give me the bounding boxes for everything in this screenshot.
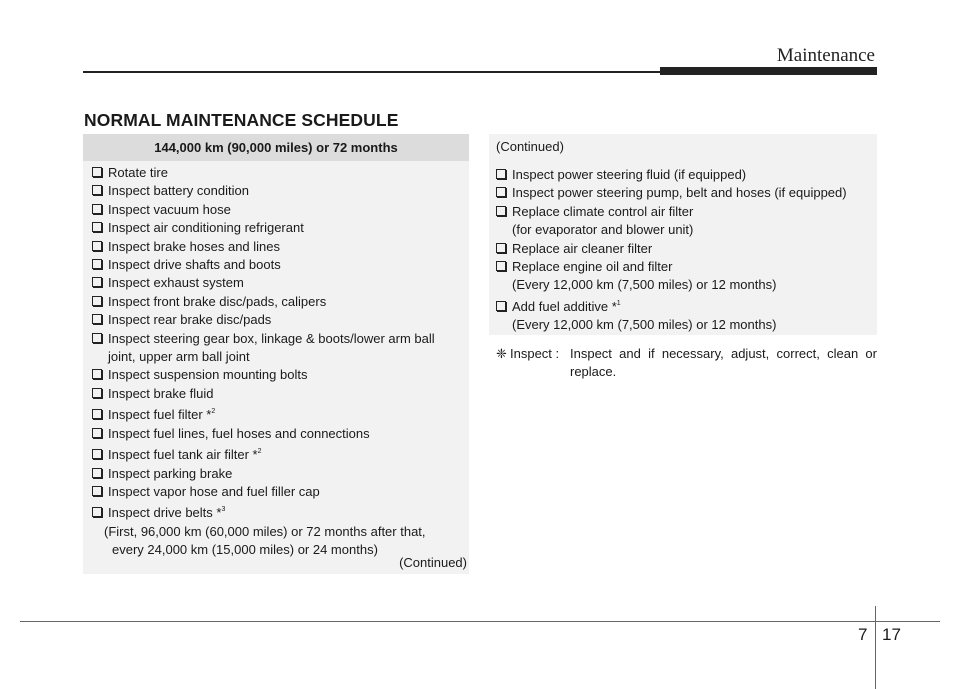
note-text: Inspect and if necessary, adjust, correct, clean or replace. (570, 346, 877, 380)
header-rule-thick (660, 67, 877, 75)
page-number: 17 (882, 625, 901, 644)
continued-label: (Continued) (399, 555, 467, 570)
checkbox-icon (92, 333, 102, 343)
list-item-continuation: (Every 12,000 km (7,500 miles) or 12 months) (512, 317, 777, 333)
list-item: Inspect brake hoses and lines (92, 238, 464, 256)
list-item: Rotate tire (92, 164, 464, 182)
list-item: Inspect power steering fluid (if equipped) (496, 166, 874, 184)
checkbox-icon (92, 167, 102, 177)
list-item-continuation: (First, 96,000 km (60,000 miles) or 72 months after that, (104, 523, 426, 539)
checkbox-icon (92, 314, 102, 324)
checkbox-icon (92, 241, 102, 251)
checkbox-icon (496, 187, 506, 197)
checkbox-icon (92, 277, 102, 287)
list-item: Inspect vacuum hose (92, 201, 464, 219)
list-item: Inspect rear brake disc/pads (92, 311, 464, 329)
footnote-marker: 1 (616, 299, 621, 307)
header-rule-thin (83, 71, 663, 73)
checkbox-icon (92, 428, 102, 438)
list-item: Inspect front brake disc/pads, calipers (92, 293, 464, 311)
footnote-marker: 3 (221, 506, 226, 514)
list-item: Inspect fuel tank air filter *$^2$ (92, 443, 464, 464)
checkbox-icon (496, 206, 506, 216)
note-label: Inspect : (510, 346, 560, 361)
checkbox-icon (496, 261, 506, 271)
list-item: Inspect air conditioning refrigerant (92, 219, 464, 237)
list-item: Inspect power steering pump, belt and hoses (if equipped) (496, 184, 874, 202)
list-item-continuation: joint, upper arm ball joint (108, 349, 250, 365)
list-item: Inspect steering gear box, linkage & boots/lower arm ball (92, 330, 464, 348)
chapter-number: 7 (858, 625, 868, 644)
inspect-note (496, 345, 877, 382)
checkbox-icon (92, 486, 102, 496)
list-item: Inspect battery condition (92, 182, 464, 200)
list-item: Replace climate control air filter (496, 203, 874, 221)
checkbox-icon (92, 222, 102, 232)
list-item: Replace engine oil and filter (496, 258, 874, 276)
list-item: Inspect drive belts *$^3$ (92, 501, 464, 522)
list-item: Inspect exhaust system (92, 274, 464, 292)
checkbox-icon (496, 301, 506, 311)
list-item: Inspect vapor hose and fuel filler cap (92, 483, 464, 501)
checkbox-icon (92, 449, 102, 459)
checkbox-icon (92, 296, 102, 306)
checklist-right (496, 138, 874, 335)
note-symbol-icon: ❈ (496, 346, 507, 361)
checkbox-icon (92, 204, 102, 214)
footer-rule (20, 621, 940, 622)
checkbox-icon (92, 507, 102, 517)
list-item: Inspect parking brake (92, 465, 464, 483)
list-item-continuation: (Every 12,000 km (7,500 miles) or 12 months) (512, 277, 777, 293)
list-item: Add fuel additive *$^1$ (496, 295, 874, 316)
checkbox-icon (496, 243, 506, 253)
checkbox-icon (92, 185, 102, 195)
footnote-marker: 2 (211, 408, 216, 416)
checkbox-icon (92, 468, 102, 478)
interval-heading: 144,000 km (90,000 miles) or 72 months (83, 134, 469, 161)
list-item: Inspect brake fluid (92, 385, 464, 403)
checkbox-icon (496, 169, 506, 179)
checklist-left (92, 164, 464, 560)
list-item: Inspect fuel filter *$^2$ (92, 403, 464, 424)
continued-label: (Continued) (496, 139, 564, 154)
checkbox-icon (92, 388, 102, 398)
list-item: Inspect drive shafts and boots (92, 256, 464, 274)
page-header-title: Maintenance (776, 45, 875, 66)
checkbox-icon (92, 409, 102, 419)
list-item-continuation: every 24,000 km (15,000 miles) or 24 months) (112, 542, 378, 558)
footer-divider (875, 606, 876, 689)
list-item-continuation: (for evaporator and blower unit) (512, 222, 694, 238)
list-item: Replace air cleaner filter (496, 240, 874, 258)
list-item: Inspect suspension mounting bolts (92, 366, 464, 384)
section-title: NORMAL MAINTENANCE SCHEDULE (84, 110, 399, 130)
schedule-box-right (489, 134, 877, 335)
schedule-box-left (83, 134, 469, 574)
footnote-marker: 2 (257, 448, 262, 456)
list-item: Inspect fuel lines, fuel hoses and connections (92, 425, 464, 443)
checkbox-icon (92, 369, 102, 379)
checkbox-icon (92, 259, 102, 269)
